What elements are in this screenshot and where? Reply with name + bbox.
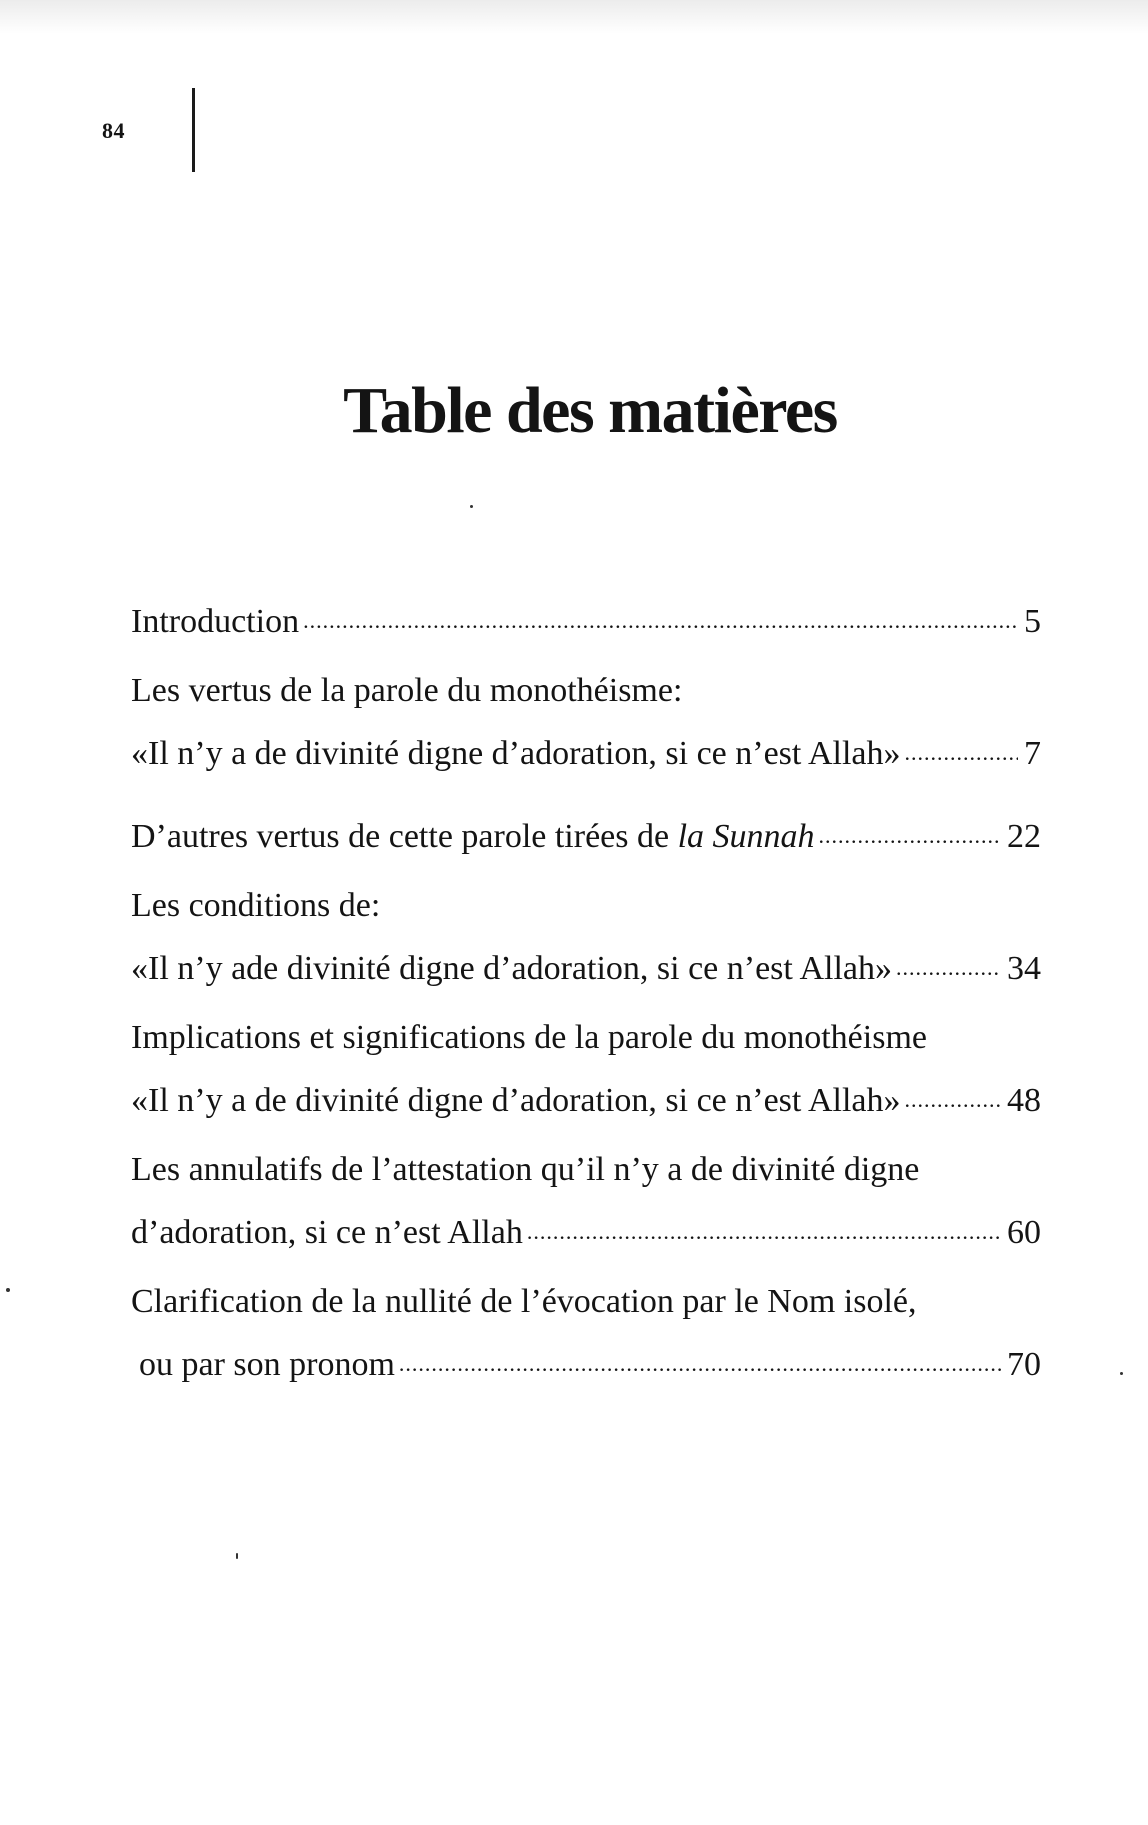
toc-line	[131, 715, 1041, 778]
toc-line	[131, 1145, 1041, 1194]
toc-line	[131, 666, 1041, 715]
scan-speck	[6, 1288, 10, 1292]
toc-line	[131, 798, 1041, 861]
header-rule	[192, 88, 195, 172]
dot-leader	[527, 1194, 1001, 1243]
toc-entry-text-italic: la Sunnah	[677, 818, 815, 855]
page-number: 84	[102, 118, 125, 143]
toc-entry-text: Introduction	[131, 603, 300, 640]
dot-leader	[905, 1062, 1001, 1111]
toc-line	[131, 583, 1041, 646]
toc-entry-text: «Il n’y a de divinité digne d’adoration, si ce n’est Allah»	[131, 1082, 901, 1119]
toc-entry-text: Implications et significations de la parole du monothéisme	[131, 1019, 927, 1056]
toc-entry-text: ou par son pronom	[139, 1346, 395, 1383]
toc-line	[131, 1194, 1041, 1257]
toc-entry-text	[131, 812, 815, 861]
dot-leader	[905, 715, 1018, 764]
toc-line	[131, 881, 1041, 930]
toc-page-number: 34	[1007, 950, 1041, 987]
toc-line	[131, 1062, 1041, 1125]
toc-entry-text: Les vertus de la parole du monothéisme:	[131, 672, 683, 709]
toc-page-number: 7	[1024, 735, 1041, 772]
toc-line	[131, 1326, 1041, 1389]
dot-leader	[399, 1326, 1001, 1375]
toc-entry-annulatifs	[131, 1145, 1041, 1257]
toc-entry-vertus	[131, 666, 1041, 778]
toc-line	[131, 1277, 1041, 1326]
toc-entry-clarification	[131, 1277, 1041, 1389]
toc-entry-text: «Il n’y a de divinité digne d’adoration, si ce n’est Allah»	[131, 735, 901, 772]
toc-entry-text: «Il n’y ade divinité digne d’adoration, si ce n’est Allah»	[131, 950, 893, 987]
toc-entry-implications	[131, 1013, 1041, 1125]
dot-leader	[896, 930, 1001, 979]
scan-top-shadow	[0, 0, 1148, 34]
toc-entry-introduction	[131, 583, 1041, 646]
toc-entry-text: Les conditions de:	[131, 887, 381, 924]
toc-entry-text: Clarification de la nullité de l’évocation par le Nom isolé,	[131, 1283, 917, 1320]
dot-leader	[819, 798, 1001, 847]
toc-line	[131, 1013, 1041, 1062]
toc-page-number: 48	[1007, 1082, 1041, 1119]
toc-entry-conditions	[131, 881, 1041, 993]
toc-page-number: 60	[1007, 1214, 1041, 1251]
page-title: Table des matières	[343, 374, 837, 447]
toc-entry-text: Les annulatifs de l’attestation qu’il n’y a de divinité digne	[131, 1151, 920, 1188]
scan-speck	[470, 505, 473, 508]
toc-entry-text-roman: D’autres vertus de cette parole tirées de	[131, 818, 678, 855]
toc-page-number: 22	[1007, 818, 1041, 855]
scan-speck	[236, 1553, 238, 1559]
table-of-contents	[131, 583, 1041, 1409]
toc-line	[131, 930, 1041, 993]
toc-entry-text: d’adoration, si ce n’est Allah	[131, 1214, 523, 1251]
dot-leader	[303, 583, 1018, 632]
scan-speck	[1120, 1372, 1123, 1375]
toc-page-number: 5	[1024, 603, 1041, 640]
toc-entry-autres-vertus	[131, 798, 1041, 861]
toc-page-number: 70	[1007, 1346, 1041, 1383]
